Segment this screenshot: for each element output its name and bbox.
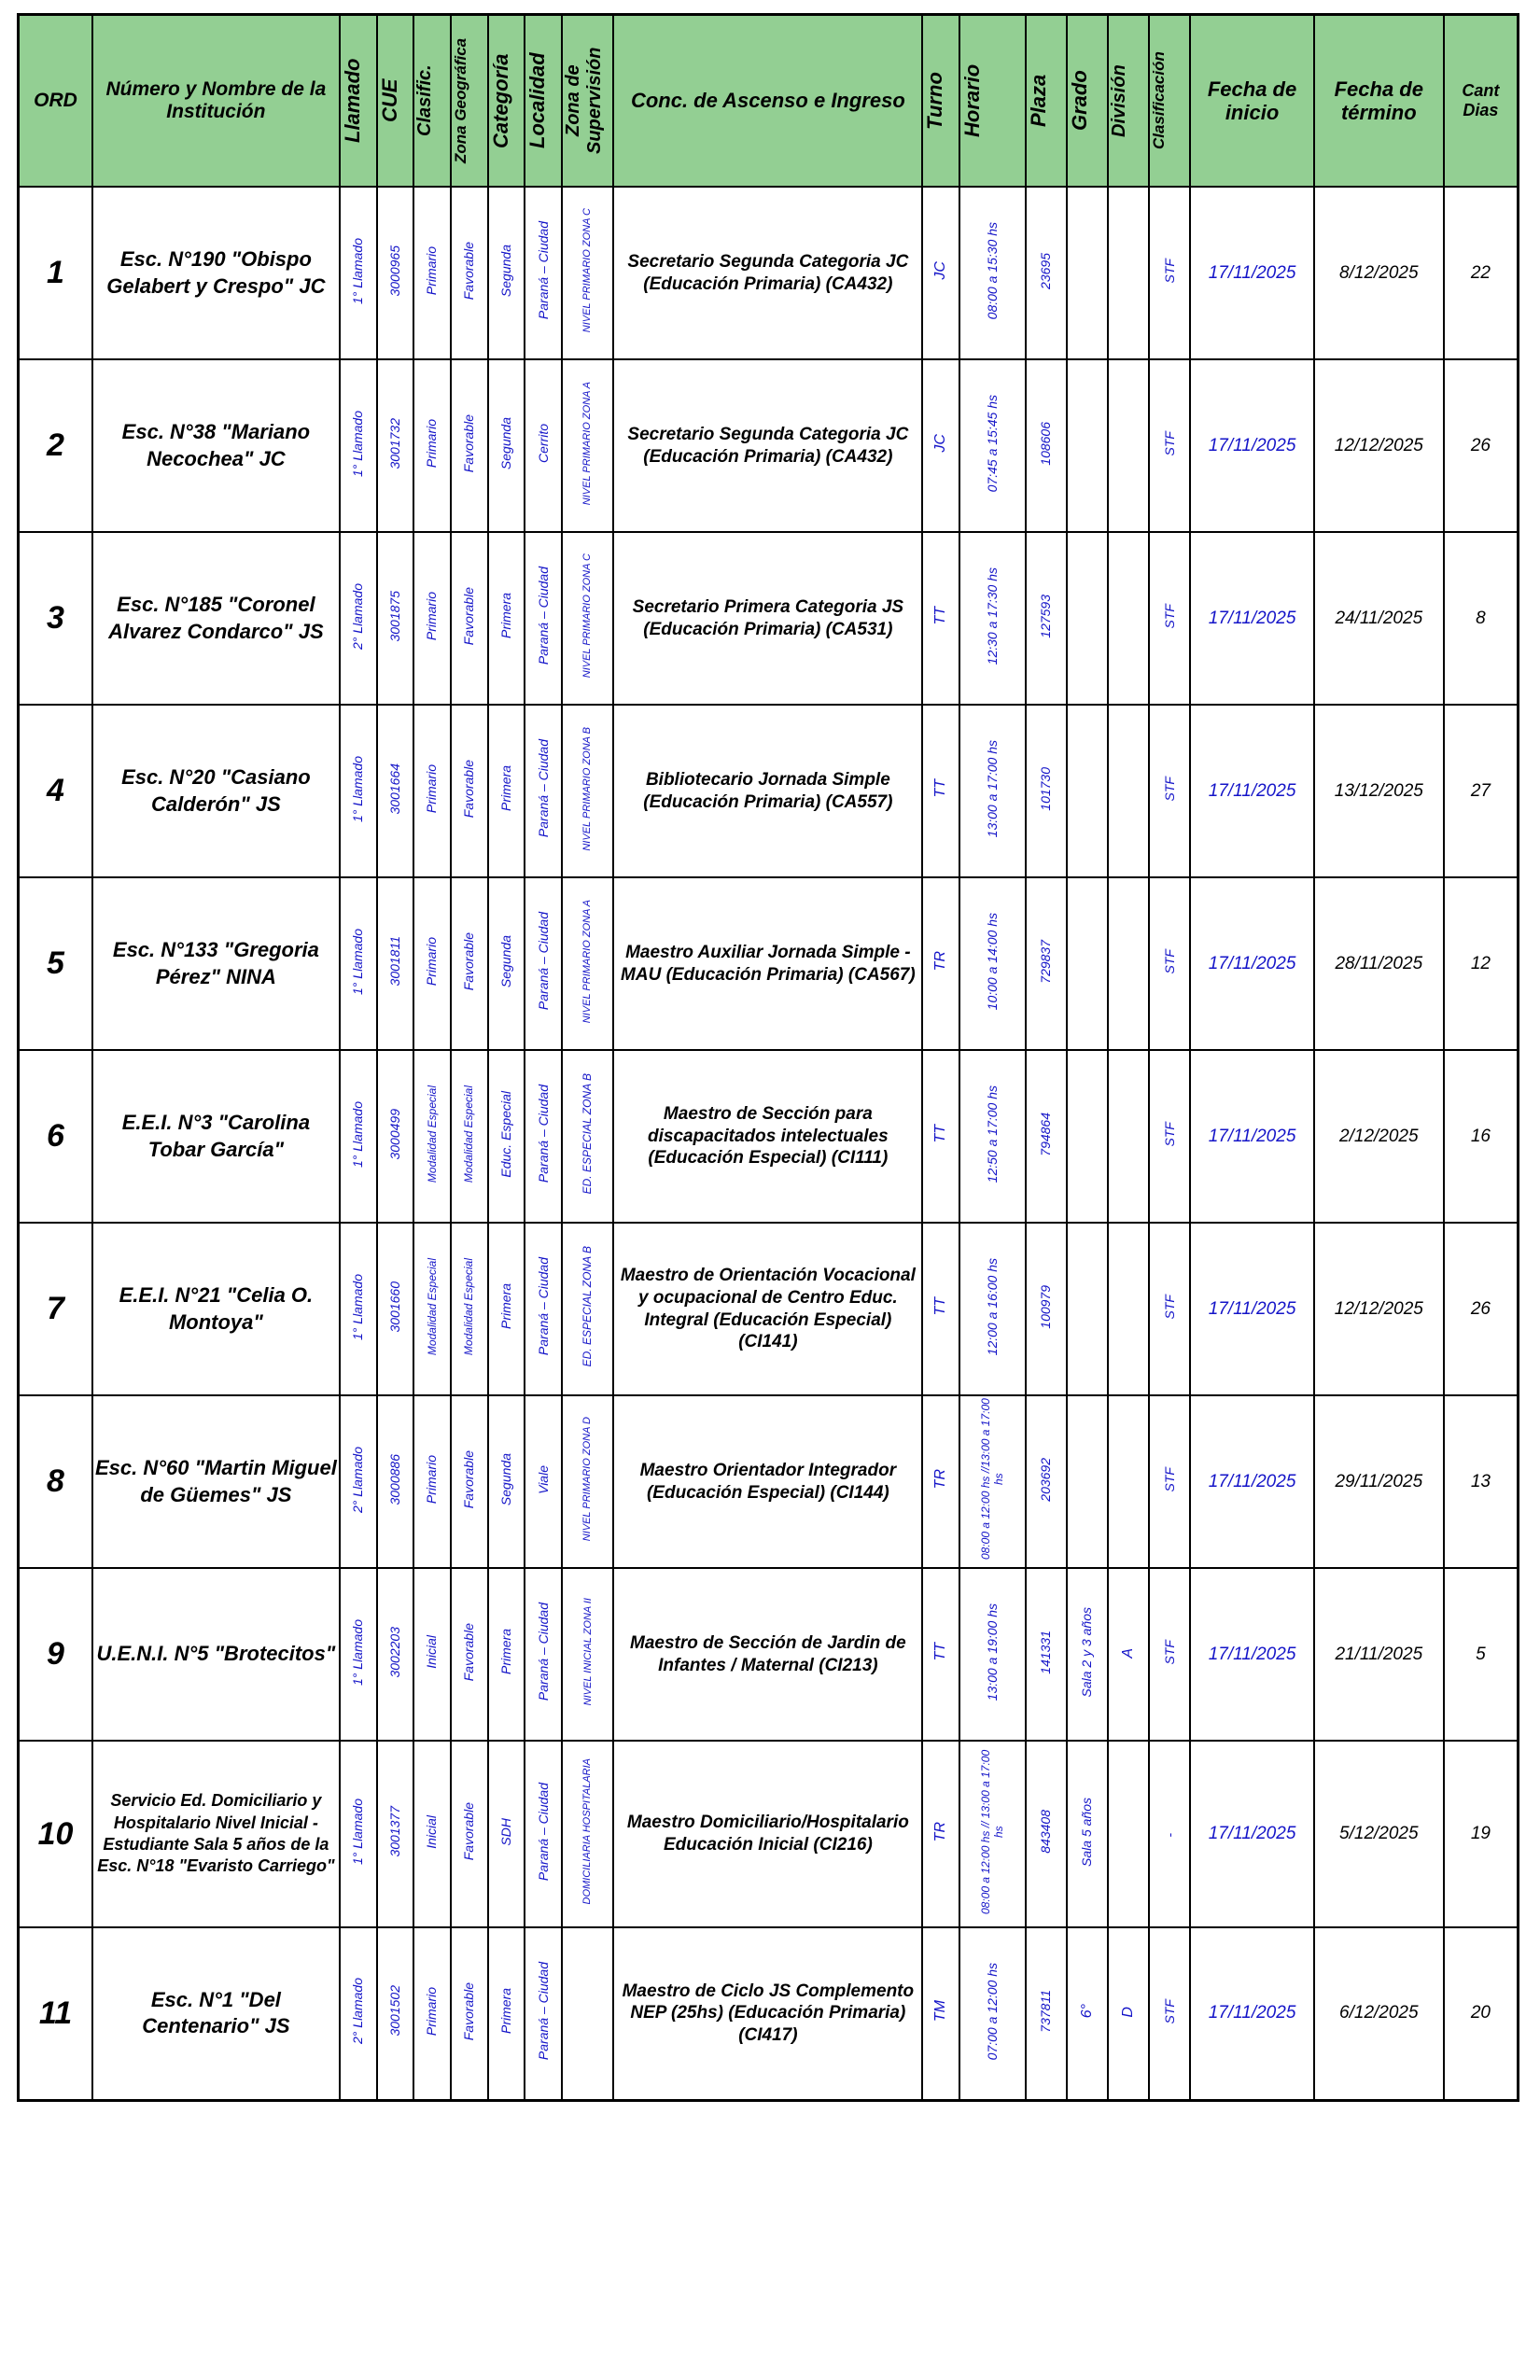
header-plaza bbox=[1026, 15, 1067, 188]
header-cant-dias bbox=[1444, 15, 1519, 188]
cell-institucion: E.E.I. N°21 "Celia O. Montoya" bbox=[92, 1223, 340, 1395]
header-institucion-label: Número y Nombre de la Institución bbox=[105, 77, 327, 122]
cell-cant-dias: 20 bbox=[1444, 1927, 1519, 2100]
header-grado bbox=[1067, 15, 1108, 188]
cell-cue: 3001811 bbox=[377, 877, 414, 1050]
header-clasificacion-label: Clasificación bbox=[1150, 51, 1169, 150]
header-fecha-termino-label: Fecha de término bbox=[1334, 77, 1423, 124]
cell-fecha-inicio: 17/11/2025 bbox=[1190, 1050, 1313, 1223]
cell-division bbox=[1108, 532, 1149, 705]
cell-fecha-termino: 21/11/2025 bbox=[1314, 1568, 1444, 1741]
cell-ord: 11 bbox=[19, 1927, 92, 2100]
cell-zona-geografica: Modalidad Especial bbox=[451, 1050, 488, 1223]
cell-grado: 6° bbox=[1067, 1927, 1108, 2100]
cell-ord: 7 bbox=[19, 1223, 92, 1395]
cell-horario: 07:45 a 15:45 hs bbox=[959, 359, 1026, 532]
cell-zona-supervision: ED. ESPECIAL ZONA B bbox=[562, 1050, 613, 1223]
cell-llamado: 1° Llamado bbox=[340, 1050, 377, 1223]
cell-cant-dias: 26 bbox=[1444, 1223, 1519, 1395]
header-horario bbox=[959, 15, 1026, 188]
cell-llamado: 1° Llamado bbox=[340, 1741, 377, 1927]
header-fecha-inicio-label: Fecha de inicio bbox=[1207, 77, 1297, 124]
cell-concurso: Maestro de Orientación Vocacional y ocupacional de Centro Educ. Integral (Educación Especial) (CI141) bbox=[613, 1223, 922, 1395]
cell-plaza: 141331 bbox=[1026, 1568, 1067, 1741]
cell-institucion: U.E.N.I. N°5 "Brotecitos" bbox=[92, 1568, 340, 1741]
cell-division bbox=[1108, 877, 1149, 1050]
header-cant-dias-label: Cant Dias bbox=[1462, 81, 1500, 119]
cell-cant-dias: 19 bbox=[1444, 1741, 1519, 1927]
cell-turno: TT bbox=[922, 532, 959, 705]
cell-clasificacion: STF bbox=[1149, 1223, 1190, 1395]
cell-clasificacion: STF bbox=[1149, 877, 1190, 1050]
cell-cant-dias: 16 bbox=[1444, 1050, 1519, 1223]
header-grado-label: Grado bbox=[1067, 70, 1091, 132]
cell-ord: 4 bbox=[19, 705, 92, 877]
cell-plaza: 23695 bbox=[1026, 187, 1067, 359]
cell-division bbox=[1108, 187, 1149, 359]
cell-clasific: Inicial bbox=[413, 1741, 451, 1927]
cell-ord: 1 bbox=[19, 187, 92, 359]
cell-llamado: 2° Llamado bbox=[340, 532, 377, 705]
cell-fecha-inicio: 17/11/2025 bbox=[1190, 187, 1313, 359]
cell-llamado: 1° Llamado bbox=[340, 877, 377, 1050]
header-clasificacion bbox=[1149, 15, 1190, 188]
cell-zona-geografica: Favorable bbox=[451, 1927, 488, 2100]
cell-grado bbox=[1067, 187, 1108, 359]
cell-llamado: 1° Llamado bbox=[340, 1568, 377, 1741]
header-fecha-termino bbox=[1314, 15, 1444, 188]
cell-division bbox=[1108, 1223, 1149, 1395]
cell-clasific: Primario bbox=[413, 359, 451, 532]
cell-cue: 3000886 bbox=[377, 1395, 414, 1568]
cell-categoria: Segunda bbox=[488, 1395, 525, 1568]
cell-concurso: Maestro Auxiliar Jornada Simple - MAU (Educación Primaria) (CA567) bbox=[613, 877, 922, 1050]
header-concurso bbox=[613, 15, 922, 188]
cell-plaza: 737811 bbox=[1026, 1927, 1067, 2100]
cell-division bbox=[1108, 705, 1149, 877]
cell-fecha-inicio: 17/11/2025 bbox=[1190, 1927, 1313, 2100]
cell-zona-geografica: Favorable bbox=[451, 187, 488, 359]
cell-zona-supervision: NIVEL PRIMARIO ZONA B bbox=[562, 705, 613, 877]
cell-horario: 08:00 a 15:30 hs bbox=[959, 187, 1026, 359]
cell-llamado: 1° Llamado bbox=[340, 1223, 377, 1395]
cell-categoria: Segunda bbox=[488, 187, 525, 359]
cell-concurso: Maestro de Sección para discapacitados intelectuales (Educación Especial) (CI111) bbox=[613, 1050, 922, 1223]
cell-cant-dias: 8 bbox=[1444, 532, 1519, 705]
cell-fecha-termino: 28/11/2025 bbox=[1314, 877, 1444, 1050]
cell-horario: 10:00 a 14:00 hs bbox=[959, 877, 1026, 1050]
cell-clasificacion: - bbox=[1149, 1741, 1190, 1927]
cell-plaza: 794864 bbox=[1026, 1050, 1067, 1223]
header-zona-geografica-label: Zona Geográfica bbox=[451, 37, 469, 164]
cell-institucion: Esc. N°133 "Gregoria Pérez" NINA bbox=[92, 877, 340, 1050]
cell-ord: 2 bbox=[19, 359, 92, 532]
cell-institucion: E.E.I. N°3 "Carolina Tobar García" bbox=[92, 1050, 340, 1223]
cell-localidad: Paraná – Ciudad bbox=[525, 705, 562, 877]
table-row bbox=[19, 877, 1519, 1050]
cell-clasific: Inicial bbox=[413, 1568, 451, 1741]
cell-zona-geografica: Favorable bbox=[451, 1741, 488, 1927]
cell-concurso: Maestro de Sección de Jardin de Infantes / Maternal (CI213) bbox=[613, 1568, 922, 1741]
cell-localidad: Paraná – Ciudad bbox=[525, 532, 562, 705]
cell-plaza: 729837 bbox=[1026, 877, 1067, 1050]
header-institucion bbox=[92, 15, 340, 188]
cell-fecha-inicio: 17/11/2025 bbox=[1190, 1568, 1313, 1741]
cell-clasific: Primario bbox=[413, 1395, 451, 1568]
header-zona-supervision bbox=[562, 15, 613, 188]
cell-ord: 10 bbox=[19, 1741, 92, 1927]
cell-localidad: Paraná – Ciudad bbox=[525, 1927, 562, 2100]
cell-zona-supervision: ED. ESPECIAL ZONA B bbox=[562, 1223, 613, 1395]
table-header-row bbox=[19, 15, 1519, 188]
cell-llamado: 1° Llamado bbox=[340, 187, 377, 359]
header-horario-label: Horario bbox=[960, 63, 985, 138]
cell-institucion: Esc. N°185 "Coronel Alvarez Condarco" JS bbox=[92, 532, 340, 705]
cell-clasificacion: STF bbox=[1149, 187, 1190, 359]
cell-division: D bbox=[1108, 1927, 1149, 2100]
header-cue bbox=[377, 15, 414, 188]
cell-division bbox=[1108, 359, 1149, 532]
cell-grado bbox=[1067, 877, 1108, 1050]
cell-cant-dias: 13 bbox=[1444, 1395, 1519, 1568]
table-row bbox=[19, 1223, 1519, 1395]
cell-clasific: Primario bbox=[413, 187, 451, 359]
cell-concurso: Maestro de Ciclo JS Complemento NEP (25hs) (Educación Primaria) (CI417) bbox=[613, 1927, 922, 2100]
cell-fecha-termino: 12/12/2025 bbox=[1314, 1223, 1444, 1395]
cell-division: A bbox=[1108, 1568, 1149, 1741]
header-fecha-inicio bbox=[1190, 15, 1313, 188]
cell-ord: 9 bbox=[19, 1568, 92, 1741]
table-row bbox=[19, 1927, 1519, 2100]
table-row bbox=[19, 1050, 1519, 1223]
cell-institucion: Esc. N°190 "Obispo Gelabert y Crespo" JC bbox=[92, 187, 340, 359]
header-localidad-label: Localidad bbox=[525, 52, 550, 149]
cell-fecha-termino: 2/12/2025 bbox=[1314, 1050, 1444, 1223]
cell-horario: 07:00 a 12:00 hs bbox=[959, 1927, 1026, 2100]
cell-clasificacion: STF bbox=[1149, 359, 1190, 532]
cell-division bbox=[1108, 1050, 1149, 1223]
cell-zona-geografica: Favorable bbox=[451, 1395, 488, 1568]
cell-fecha-inicio: 17/11/2025 bbox=[1190, 1741, 1313, 1927]
cell-turno: TR bbox=[922, 1741, 959, 1927]
cell-institucion: Servicio Ed. Domiciliario y Hospitalario Nivel Inicial - Estudiante Sala 5 años de la Esc. N°18 "Evaristo Carriego" bbox=[92, 1741, 340, 1927]
cell-localidad: Paraná – Ciudad bbox=[525, 877, 562, 1050]
cell-institucion: Esc. N°38 "Mariano Necochea" JC bbox=[92, 359, 340, 532]
cell-horario: 12:30 a 17:30 hs bbox=[959, 532, 1026, 705]
cell-clasific: Primario bbox=[413, 1927, 451, 2100]
cell-zona-geografica: Favorable bbox=[451, 1568, 488, 1741]
table-row bbox=[19, 705, 1519, 877]
cell-cue: 3001502 bbox=[377, 1927, 414, 2100]
cell-zona-geografica: Favorable bbox=[451, 705, 488, 877]
cell-concurso: Secretario Segunda Categoria JC (Educación Primaria) (CA432) bbox=[613, 359, 922, 532]
cell-grado bbox=[1067, 532, 1108, 705]
cell-fecha-termino: 13/12/2025 bbox=[1314, 705, 1444, 877]
header-categoria-label: Categoría bbox=[488, 53, 512, 148]
table-row bbox=[19, 187, 1519, 359]
header-plaza-label: Plaza bbox=[1026, 74, 1050, 128]
cell-turno: TT bbox=[922, 1223, 959, 1395]
cell-zona-supervision: NIVEL PRIMARIO ZONA A bbox=[562, 359, 613, 532]
cell-cue: 3001660 bbox=[377, 1223, 414, 1395]
cell-cant-dias: 22 bbox=[1444, 187, 1519, 359]
header-llamado-label: Llamado bbox=[340, 58, 364, 144]
table-row bbox=[19, 532, 1519, 705]
cell-llamado: 1° Llamado bbox=[340, 359, 377, 532]
cell-cue: 3002203 bbox=[377, 1568, 414, 1741]
cell-clasificacion: STF bbox=[1149, 1568, 1190, 1741]
cell-clasific: Primario bbox=[413, 877, 451, 1050]
cell-grado: Sala 2 y 3 años bbox=[1067, 1568, 1108, 1741]
cell-zona-supervision: NIVEL PRIMARIO ZONA C bbox=[562, 187, 613, 359]
table-row bbox=[19, 359, 1519, 532]
cell-zona-geografica: Favorable bbox=[451, 877, 488, 1050]
cell-localidad: Paraná – Ciudad bbox=[525, 1050, 562, 1223]
cell-localidad: Paraná – Ciudad bbox=[525, 187, 562, 359]
cell-fecha-termino: 12/12/2025 bbox=[1314, 359, 1444, 532]
cell-localidad: Viale bbox=[525, 1395, 562, 1568]
cell-categoria: Primera bbox=[488, 705, 525, 877]
cell-categoria: SDH bbox=[488, 1741, 525, 1927]
header-zona-supervision-label: Zona de Supervisión bbox=[563, 47, 606, 155]
cell-localidad: Paraná – Ciudad bbox=[525, 1568, 562, 1741]
cell-plaza: 127593 bbox=[1026, 532, 1067, 705]
cell-concurso: Secretario Primera Categoria JS (Educación Primaria) (CA531) bbox=[613, 532, 922, 705]
cell-turno: TR bbox=[922, 1395, 959, 1568]
cell-fecha-termino: 29/11/2025 bbox=[1314, 1395, 1444, 1568]
cell-clasificacion: STF bbox=[1149, 1927, 1190, 2100]
cell-cue: 3001377 bbox=[377, 1741, 414, 1927]
cell-concurso: Secretario Segunda Categoria JC (Educación Primaria) (CA432) bbox=[613, 187, 922, 359]
cell-llamado: 2° Llamado bbox=[340, 1395, 377, 1568]
header-ord-label: ORD bbox=[34, 89, 77, 111]
table-row bbox=[19, 1741, 1519, 1927]
header-llamado bbox=[340, 15, 377, 188]
cell-clasific: Modalidad Especial bbox=[413, 1223, 451, 1395]
cell-clasificacion: STF bbox=[1149, 1395, 1190, 1568]
cell-plaza: 843408 bbox=[1026, 1741, 1067, 1927]
cell-institucion: Esc. N°1 "Del Centenario" JS bbox=[92, 1927, 340, 2100]
table-row bbox=[19, 1395, 1519, 1568]
cell-ord: 5 bbox=[19, 877, 92, 1050]
header-division-label: División bbox=[1109, 64, 1130, 137]
cell-grado bbox=[1067, 1395, 1108, 1568]
cell-turno: TM bbox=[922, 1927, 959, 2100]
cell-turno: TT bbox=[922, 1568, 959, 1741]
cell-plaza: 100979 bbox=[1026, 1223, 1067, 1395]
header-ord bbox=[19, 15, 92, 188]
cell-fecha-inicio: 17/11/2025 bbox=[1190, 1223, 1313, 1395]
header-localidad bbox=[525, 15, 562, 188]
cell-turno: TT bbox=[922, 1050, 959, 1223]
cell-categoria: Primera bbox=[488, 1223, 525, 1395]
table-row bbox=[19, 1568, 1519, 1741]
cell-clasific: Modalidad Especial bbox=[413, 1050, 451, 1223]
cell-institucion: Esc. N°60 "Martin Miguel de Güemes" JS bbox=[92, 1395, 340, 1568]
cell-horario: 12:50 a 17:00 hs bbox=[959, 1050, 1026, 1223]
cell-cue: 3001875 bbox=[377, 532, 414, 705]
cell-clasificacion: STF bbox=[1149, 1050, 1190, 1223]
cell-zona-supervision: NIVEL PRIMARIO ZONA C bbox=[562, 532, 613, 705]
header-zona-geografica bbox=[451, 15, 488, 188]
cell-ord: 3 bbox=[19, 532, 92, 705]
cell-grado bbox=[1067, 359, 1108, 532]
cell-zona-supervision: NIVEL PRIMARIO ZONA D bbox=[562, 1395, 613, 1568]
cell-cue: 3001664 bbox=[377, 705, 414, 877]
header-clasific bbox=[413, 15, 451, 188]
cell-zona-supervision bbox=[562, 1927, 613, 2100]
cell-categoria: Primera bbox=[488, 1568, 525, 1741]
cell-fecha-termino: 24/11/2025 bbox=[1314, 532, 1444, 705]
cell-zona-supervision: NIVEL PRIMARIO ZONA A bbox=[562, 877, 613, 1050]
cell-plaza: 108606 bbox=[1026, 359, 1067, 532]
cell-zona-geografica: Modalidad Especial bbox=[451, 1223, 488, 1395]
cell-clasificacion: STF bbox=[1149, 705, 1190, 877]
cell-concurso: Bibliotecario Jornada Simple (Educación Primaria) (CA557) bbox=[613, 705, 922, 877]
cell-cue: 3000499 bbox=[377, 1050, 414, 1223]
cell-grado bbox=[1067, 1050, 1108, 1223]
header-cue-label: CUE bbox=[377, 78, 401, 123]
cell-turno: TT bbox=[922, 705, 959, 877]
cell-fecha-inicio: 17/11/2025 bbox=[1190, 359, 1313, 532]
cell-cue: 3000965 bbox=[377, 187, 414, 359]
cell-clasific: Primario bbox=[413, 532, 451, 705]
cell-horario: 12:00 a 16:00 hs bbox=[959, 1223, 1026, 1395]
cell-llamado: 1° Llamado bbox=[340, 705, 377, 877]
cell-division bbox=[1108, 1395, 1149, 1568]
cell-fecha-inicio: 17/11/2025 bbox=[1190, 877, 1313, 1050]
cell-llamado: 2° Llamado bbox=[340, 1927, 377, 2100]
cell-institucion: Esc. N°20 "Casiano Calderón" JS bbox=[92, 705, 340, 877]
cell-ord: 8 bbox=[19, 1395, 92, 1568]
cell-turno: JC bbox=[922, 359, 959, 532]
cell-cant-dias: 26 bbox=[1444, 359, 1519, 532]
header-turno bbox=[922, 15, 959, 188]
cell-localidad: Cerrito bbox=[525, 359, 562, 532]
cell-turno: JC bbox=[922, 187, 959, 359]
cell-concurso: Maestro Orientador Integrador (Educación Especial) (CI144) bbox=[613, 1395, 922, 1568]
vacancies-table bbox=[17, 13, 1519, 2102]
cell-fecha-termino: 8/12/2025 bbox=[1314, 187, 1444, 359]
header-categoria bbox=[488, 15, 525, 188]
cell-horario: 13:00 a 19:00 hs bbox=[959, 1568, 1026, 1741]
cell-categoria: Segunda bbox=[488, 877, 525, 1050]
header-clasific-label: Clasific. bbox=[414, 64, 436, 137]
cell-plaza: 203692 bbox=[1026, 1395, 1067, 1568]
cell-cant-dias: 12 bbox=[1444, 877, 1519, 1050]
cell-cant-dias: 27 bbox=[1444, 705, 1519, 877]
cell-fecha-inicio: 17/11/2025 bbox=[1190, 1395, 1313, 1568]
header-turno-label: Turno bbox=[923, 72, 947, 130]
cell-fecha-termino: 5/12/2025 bbox=[1314, 1741, 1444, 1927]
cell-categoria: Segunda bbox=[488, 359, 525, 532]
cell-turno: TR bbox=[922, 877, 959, 1050]
cell-horario: 08:00 a 12:00 hs // 13:00 a 17:00 hs bbox=[959, 1741, 1026, 1927]
cell-division bbox=[1108, 1741, 1149, 1927]
cell-clasificacion: STF bbox=[1149, 532, 1190, 705]
cell-categoria: Primera bbox=[488, 532, 525, 705]
header-division bbox=[1108, 15, 1149, 188]
cell-grado bbox=[1067, 1223, 1108, 1395]
header-concurso-label: Conc. de Ascenso e Ingreso bbox=[630, 89, 905, 113]
cell-ord: 6 bbox=[19, 1050, 92, 1223]
cell-categoria: Educ. Especial bbox=[488, 1050, 525, 1223]
cell-fecha-inicio: 17/11/2025 bbox=[1190, 532, 1313, 705]
cell-grado bbox=[1067, 705, 1108, 877]
cell-horario: 08:00 a 12:00 hs //13:00 a 17:00 hs bbox=[959, 1395, 1026, 1568]
cell-cant-dias: 5 bbox=[1444, 1568, 1519, 1741]
cell-fecha-termino: 6/12/2025 bbox=[1314, 1927, 1444, 2100]
cell-zona-supervision: NIVEL INICIAL ZONA II bbox=[562, 1568, 613, 1741]
cell-zona-supervision: DOMICILIARIA HOSPITALARIA bbox=[562, 1741, 613, 1927]
cell-localidad: Paraná – Ciudad bbox=[525, 1741, 562, 1927]
cell-zona-geografica: Favorable bbox=[451, 359, 488, 532]
cell-categoria: Primera bbox=[488, 1927, 525, 2100]
cell-zona-geografica: Favorable bbox=[451, 532, 488, 705]
cell-clasific: Primario bbox=[413, 705, 451, 877]
cell-localidad: Paraná – Ciudad bbox=[525, 1223, 562, 1395]
cell-grado: Sala 5 años bbox=[1067, 1741, 1108, 1927]
cell-horario: 13:00 a 17:00 hs bbox=[959, 705, 1026, 877]
cell-plaza: 101730 bbox=[1026, 705, 1067, 877]
cell-fecha-inicio: 17/11/2025 bbox=[1190, 705, 1313, 877]
cell-concurso: Maestro Domiciliario/Hospitalario Educación Inicial (CI216) bbox=[613, 1741, 922, 1927]
cell-cue: 3001732 bbox=[377, 359, 414, 532]
